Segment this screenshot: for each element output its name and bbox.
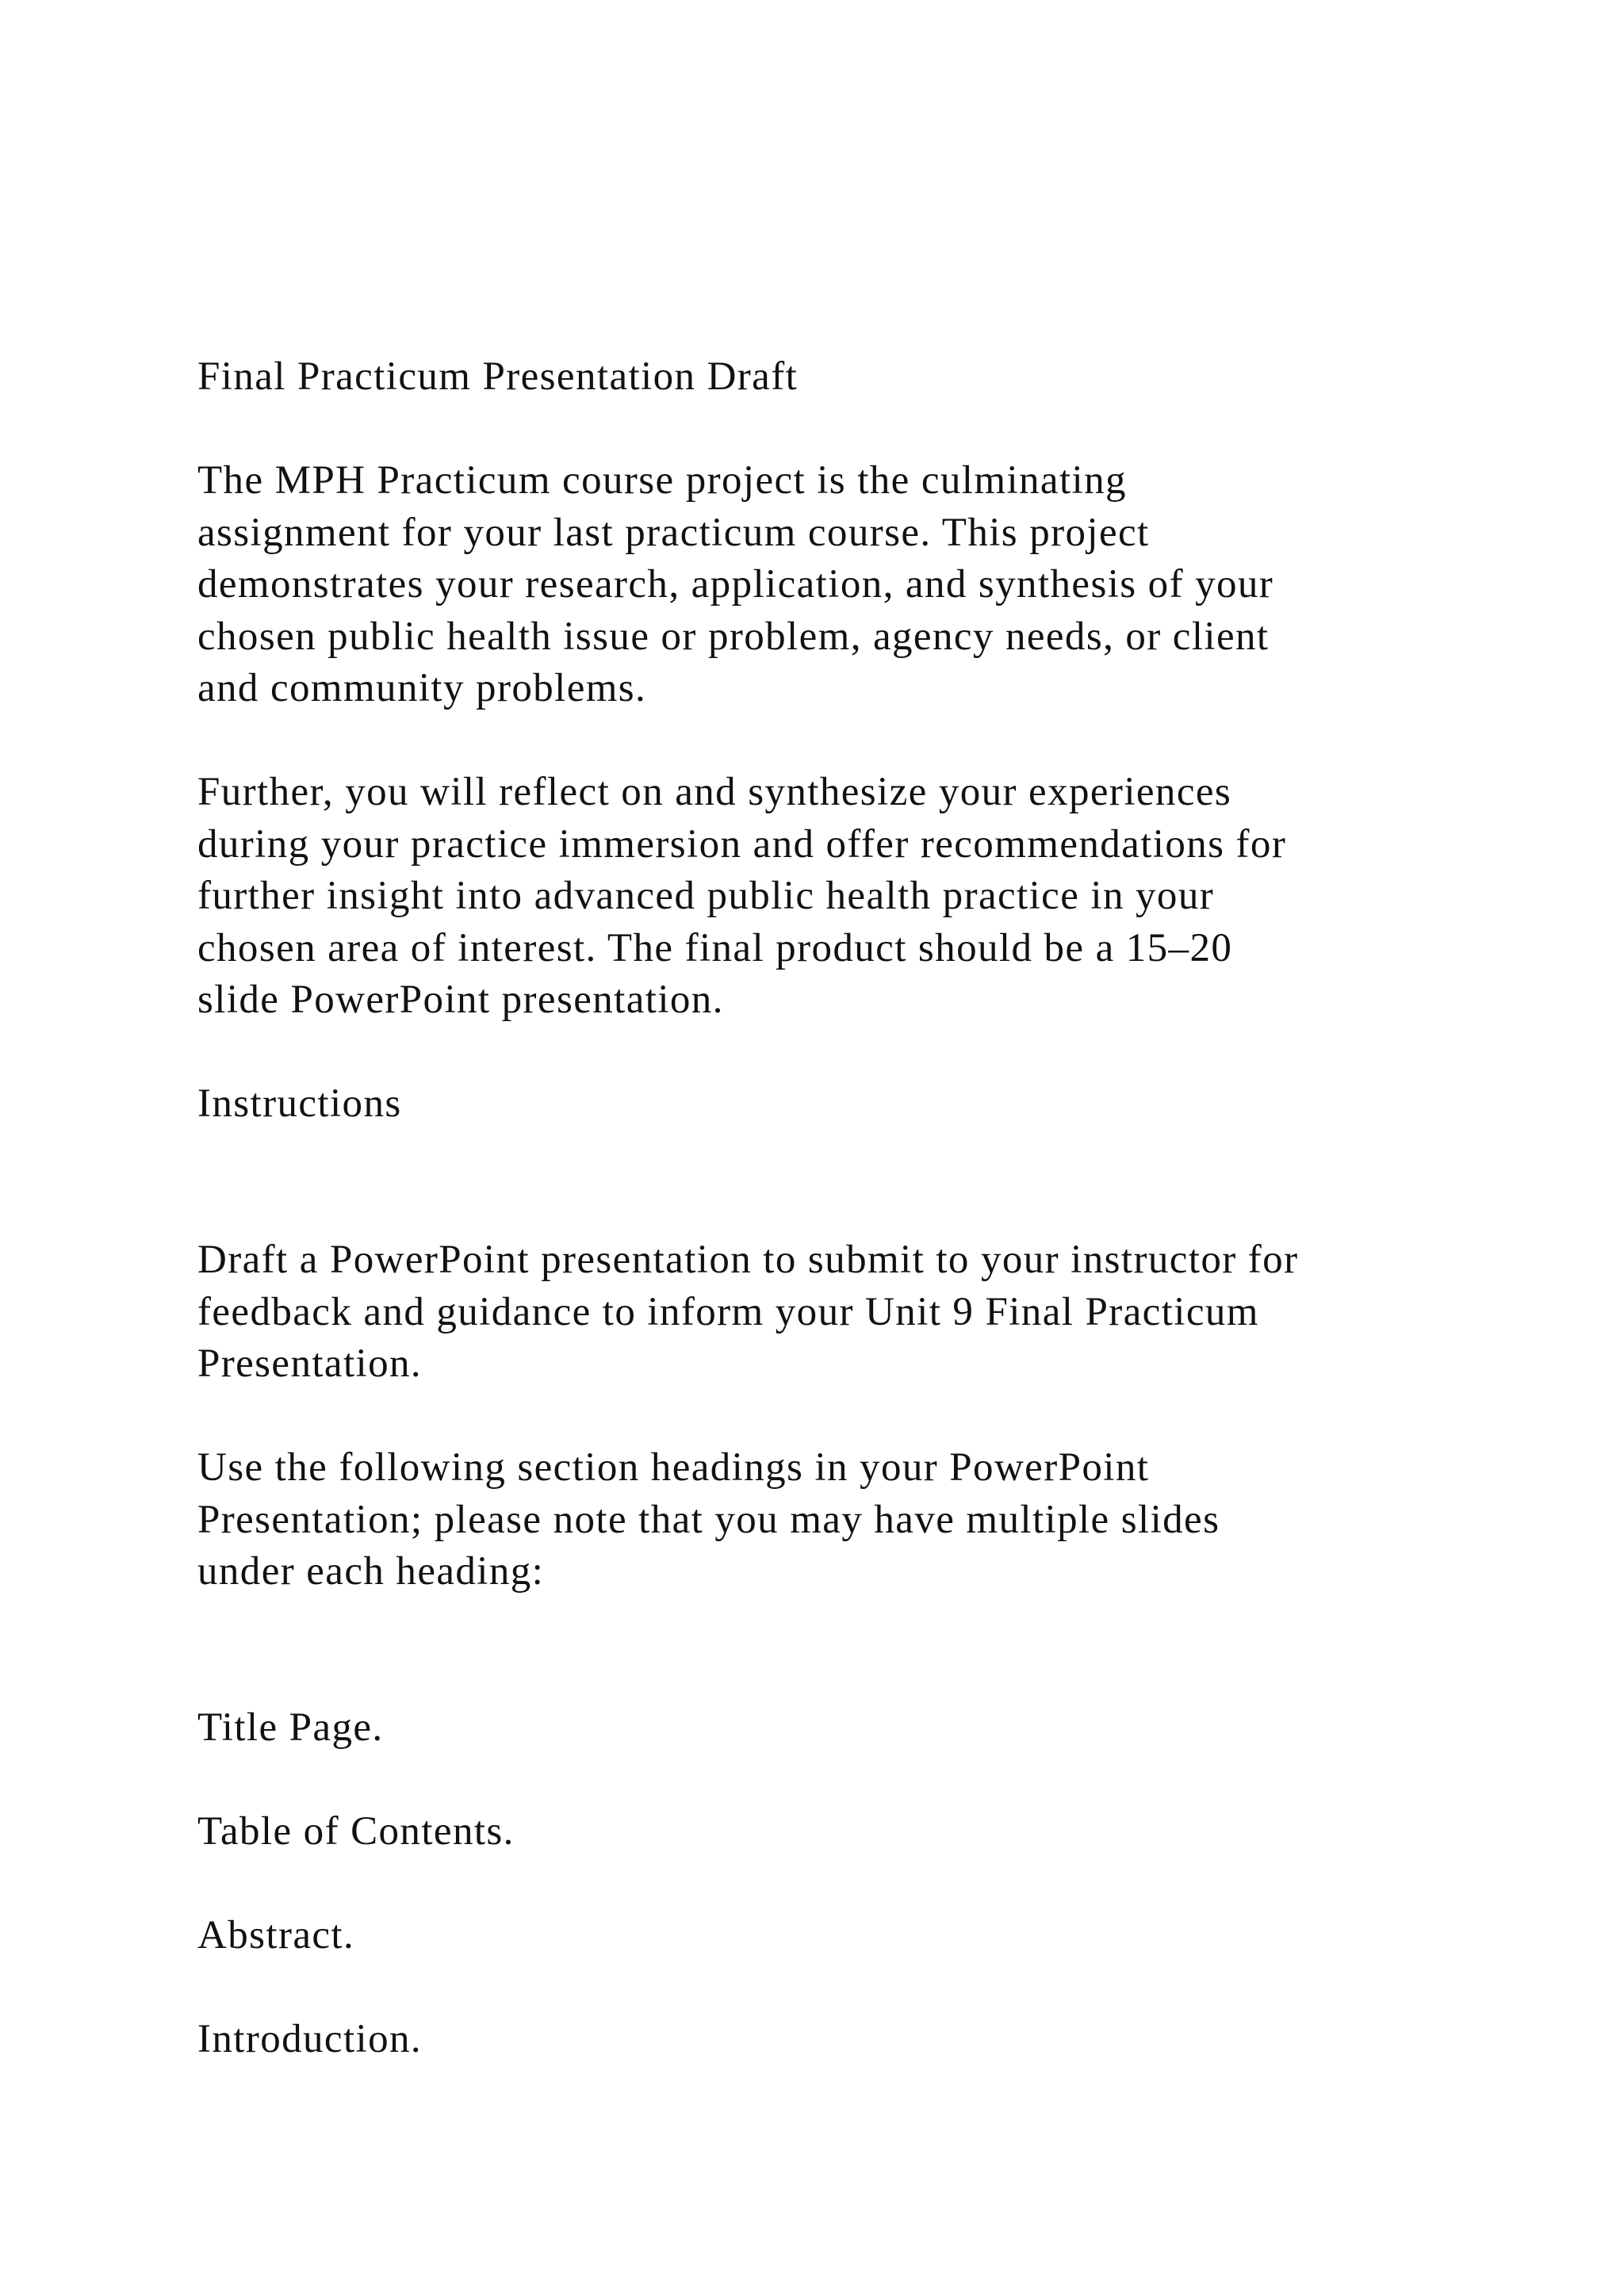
section-item-abstract: Abstract. — [197, 1913, 355, 1957]
instructions-heading: Instructions — [197, 1081, 402, 1126]
section-item-table-of-contents: Table of Contents. — [197, 1809, 515, 1854]
draft-paragraph: Draft a PowerPoint presentation to submit to your instructor for feedback and guidance to inform your Unit 9 Final Practicum Presentation. — [197, 1238, 1299, 1386]
intro-paragraph: The MPH Practicum course project is the culminating assignment for your last practicum course. This project demonstrates your research, application, and synthesis of your chosen public health issue or problem, agency needs, or client and community problems. — [197, 458, 1274, 710]
section-item-title-page: Title Page. — [197, 1705, 384, 1750]
document-title: Final Practicum Presentation Draft — [197, 354, 799, 399]
further-paragraph: Further, you will reflect on and synthesize your experiences during your practice immersion and offer recommendations for further insight into advanced public health practice in your chosen area of interest. The final product should be a 15–20 slide PowerPoint presentation. — [197, 770, 1287, 1022]
section-headings-paragraph: Use the following section headings in your PowerPoint Presentation; please note that you may have multiple slides under each heading: — [197, 1445, 1220, 1594]
section-item-introduction: Introduction. — [197, 2017, 423, 2061]
